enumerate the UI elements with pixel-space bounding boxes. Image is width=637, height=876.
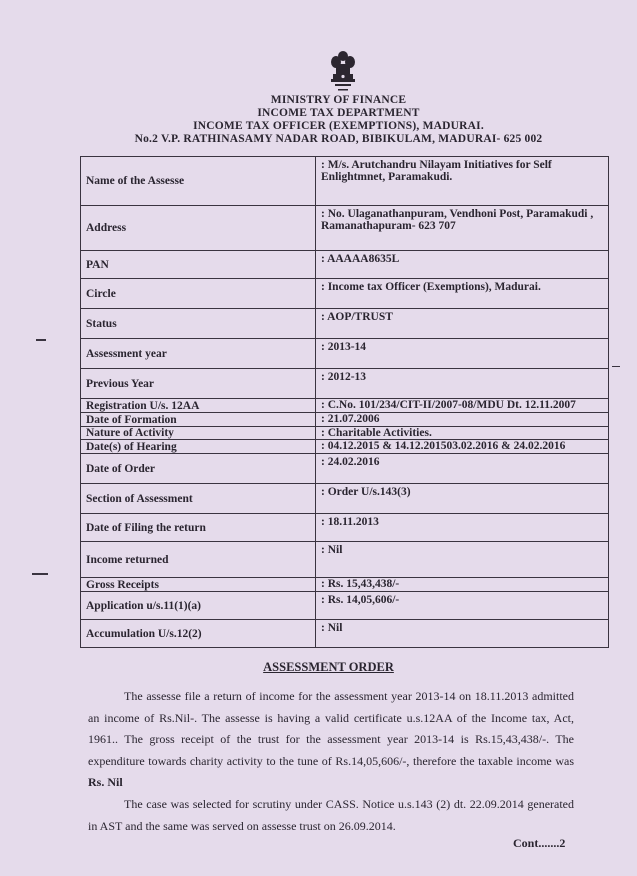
order-paragraph-2 xyxy=(88,794,574,837)
table-row xyxy=(81,578,609,592)
row-value: : 21.07.2006 xyxy=(316,413,609,427)
row-value: : 24.02.2016 xyxy=(316,454,609,484)
row-label: PAN xyxy=(81,251,316,279)
row-value: : C.No. 101/234/CIT-II/2007-08/MDU Dt. 12.11.2007 xyxy=(316,399,609,413)
paragraph-bold-text: Rs. Nil xyxy=(88,775,123,789)
row-value: : Charitable Activities. xyxy=(316,427,609,440)
header-address: No.2 V.P. RATHINASAMY NADAR ROAD, BIBIKULAM, MADURAI- 625 002 xyxy=(134,133,543,145)
table-row xyxy=(81,542,609,578)
assessee-details-table xyxy=(80,156,609,648)
row-value: : AAAAA8635L xyxy=(316,251,609,279)
row-label: Income returned xyxy=(81,542,316,578)
table-row xyxy=(81,484,609,514)
table-row xyxy=(81,620,609,648)
scan-mark xyxy=(36,339,46,341)
paragraph-text: The case was selected for scrutiny under CASS. Notice u.s.143 (2) dt. 22.09.2014 generated in AST and the same was served on assesse trust on 26.09.2014. xyxy=(88,797,574,833)
row-value: : Rs. 15,43,438/- xyxy=(316,578,609,592)
row-value: : 2013-14 xyxy=(316,339,609,369)
row-value: : Rs. 14,05,606/- xyxy=(316,592,609,620)
row-label: Gross Receipts xyxy=(81,578,316,592)
row-value: : Nil xyxy=(316,620,609,648)
table-row xyxy=(81,427,609,440)
row-value: : 2012-13 xyxy=(316,369,609,399)
header-ministry: MINISTRY OF FINANCE xyxy=(270,94,407,106)
row-label: Date(s) of Hearing xyxy=(81,440,316,454)
row-label: Registration U/s. 12AA xyxy=(81,399,316,413)
row-label: Nature of Activity xyxy=(81,427,316,440)
table-row xyxy=(81,339,609,369)
row-value: : No. Ulaganathanpuram, Vendhoni Post, Paramakudi , Ramanathapuram- 623 707 xyxy=(316,206,609,251)
scan-mark xyxy=(32,573,48,575)
table-row xyxy=(81,440,609,454)
row-label: Date of Filing the return xyxy=(81,514,316,542)
table-row xyxy=(81,454,609,484)
table-row xyxy=(81,592,609,620)
row-value: : AOP/TRUST xyxy=(316,309,609,339)
header-department: INCOME TAX DEPARTMENT xyxy=(257,107,420,119)
table-row xyxy=(81,514,609,542)
row-value: : 18.11.2013 xyxy=(316,514,609,542)
row-value: : M/s. Arutchandru Nilayam Initiatives for Self Enlightmnet, Paramakudi. xyxy=(316,157,609,206)
table-row xyxy=(81,251,609,279)
table-row xyxy=(81,369,609,399)
row-label: Address xyxy=(81,206,316,251)
row-label: Date of Formation xyxy=(81,413,316,427)
row-label: Date of Order xyxy=(81,454,316,484)
row-label: Accumulation U/s.12(2) xyxy=(81,620,316,648)
row-value: : Nil xyxy=(316,542,609,578)
table-row xyxy=(81,279,609,309)
order-paragraph-1 xyxy=(88,686,574,794)
table-row xyxy=(81,399,609,413)
row-label: Section of Assessment xyxy=(81,484,316,514)
header-office: INCOME TAX OFFICER (EXEMPTIONS), MADURAI. xyxy=(193,120,484,132)
table-row xyxy=(81,413,609,427)
table-row xyxy=(81,157,609,206)
paragraph-text: The assesse file a return of income for the assessment year 2013-14 on 18.11.2013 admitted an income of Rs.Nil-. The assesse is having a valid certificate u.s.12AA of the Income tax, Act, 1961.. The gross receipt of the trust for the assessment year 2013-14 is Rs.15,43,438/-. The expenditure towards charity activity to the tune of Rs.14,05,606/-, therefore the taxable income was xyxy=(88,689,574,768)
table-row xyxy=(81,206,609,251)
national-emblem-icon xyxy=(327,50,359,94)
row-label: Application u/s.11(1)(a) xyxy=(81,592,316,620)
row-label: Status xyxy=(81,309,316,339)
continuation-marker: Cont.......2 xyxy=(513,836,566,850)
row-label: Previous Year xyxy=(81,369,316,399)
scan-mark xyxy=(612,366,620,367)
table-row xyxy=(81,309,609,339)
row-value: : 04.12.2015 & 14.12.201503.02.2016 & 24.02.2016 xyxy=(316,440,609,454)
row-value: : Order U/s.143(3) xyxy=(316,484,609,514)
row-label: Circle xyxy=(81,279,316,309)
row-label: Assessment year xyxy=(81,339,316,369)
row-value: : Income tax Officer (Exemptions), Madurai. xyxy=(316,279,609,309)
row-label: Name of the Assesse xyxy=(81,157,316,206)
assessment-order-title: ASSESSMENT ORDER xyxy=(263,660,394,674)
